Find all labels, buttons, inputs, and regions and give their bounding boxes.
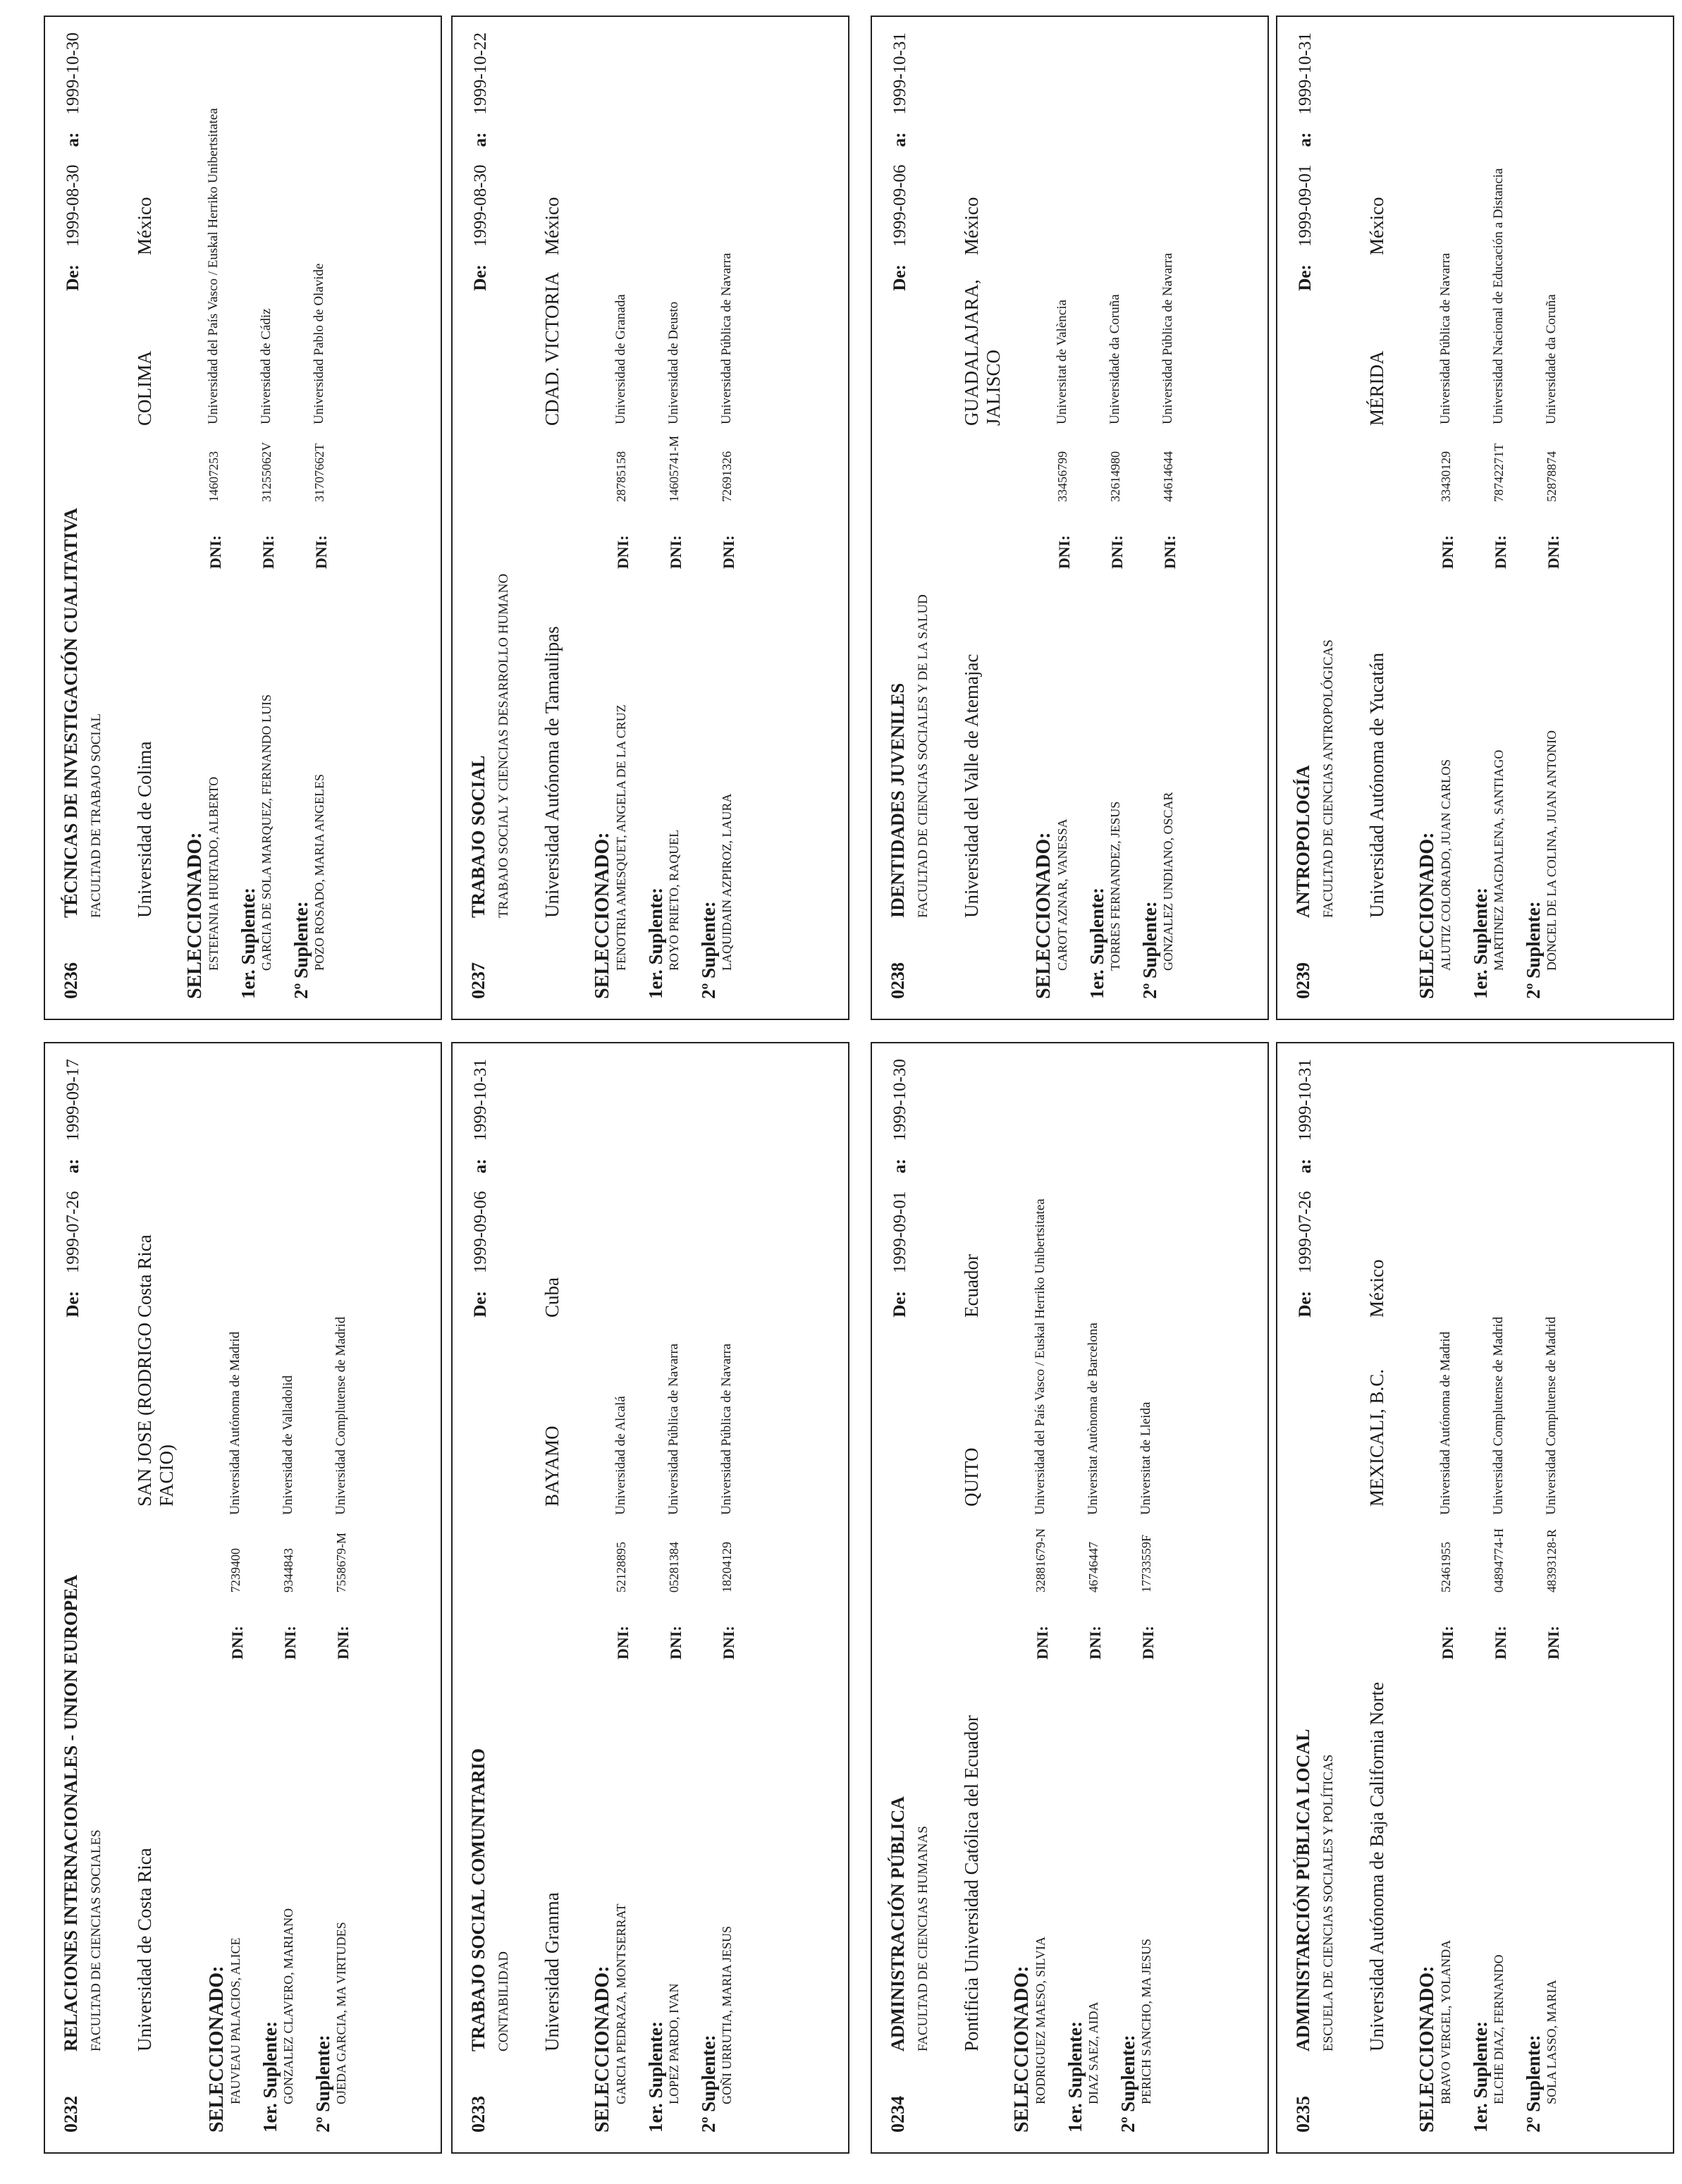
first-substitute-heading: 1er. Suplente:: [238, 887, 259, 999]
project-code: 0234: [888, 2096, 908, 2133]
first-substitute-person: [667, 1057, 685, 2104]
dni-number: 31707662T: [312, 443, 326, 502]
to-label: a:: [63, 132, 82, 147]
dni-label: DNI:: [1439, 535, 1456, 569]
host-location: [961, 31, 1005, 918]
host-city: MÉRIDA: [1366, 350, 1387, 426]
faculty: FACULTAD DE CIENCIAS SOCIALES Y DE LA SALUD: [916, 594, 931, 918]
to-date: 1999-10-22: [471, 32, 490, 115]
host-city: QUITO: [961, 1447, 982, 1507]
first-substitute-heading: 1er. Suplente:: [1064, 2020, 1086, 2133]
selected-heading: SELECCIONADO:: [1033, 832, 1055, 999]
host-country: México: [1366, 197, 1387, 255]
host-university: Pontificia Universidad Católica del Ecuador: [961, 1715, 982, 2051]
second-substitute-person: [312, 31, 331, 971]
date-range: [890, 32, 910, 291]
person-name: GONZALEZ UNDIANO, OSCAR: [1161, 792, 1175, 971]
card-content: [872, 1043, 1270, 2155]
person-name: LAQUIDAIN AZPIROZ, LAURA: [720, 793, 734, 971]
person-name: CAROT AZNAR, VANESSA: [1055, 818, 1069, 971]
person-name: ALUTIZ COLORADO, JUAN CARLOS: [1439, 759, 1453, 971]
dni-label: DNI:: [614, 535, 632, 569]
host-university: Universidad Autónoma de Tamaulipas: [541, 626, 563, 918]
person-name: PERICH SANCHO, MA JESUS: [1139, 1938, 1153, 2104]
from-label: De:: [63, 1291, 82, 1318]
person-name: GOÑI URRUTIA, MARIA JESUS: [720, 1925, 734, 2104]
selected-person: [228, 1057, 247, 2104]
card-content: [453, 1043, 851, 2155]
second-substitute-heading: 2º Suplente:: [1139, 901, 1160, 999]
selected-person: [614, 31, 632, 971]
dni-label: DNI:: [667, 535, 685, 569]
origin-university: Universitat de València: [1055, 300, 1069, 424]
person-name: POZO ROSADO, MARIA ANGELES: [312, 773, 326, 971]
host-location: [961, 1057, 983, 2051]
dni-number: 7558679-M: [334, 1533, 348, 1593]
subject-title: TRABAJO SOCIAL: [468, 755, 489, 918]
host-city: GUADALAJARA, JALISCO: [961, 279, 1004, 426]
date-range: [63, 32, 83, 291]
subject-title: ADMINISTRACIÓN PÚBLICA: [888, 1796, 908, 2051]
from-date: 1999-08-30: [63, 164, 82, 247]
origin-university: Universidade da Coruña: [1107, 294, 1122, 424]
origin-university: Universidad Pública de Navarra: [719, 1343, 734, 1515]
host-location: [1366, 31, 1388, 918]
first-substitute-heading: 1er. Suplente:: [1086, 887, 1107, 999]
dni-number: 44614644: [1161, 451, 1175, 502]
second-substitute-person: [1545, 1057, 1563, 2104]
project-code: 0233: [468, 2096, 489, 2133]
second-substitute-heading: 2º Suplente:: [698, 2035, 719, 2133]
host-location: [134, 1057, 178, 2051]
faculty: ESCUELA DE CIENCIAS SOCIALES Y POLÍTICAS: [1321, 1754, 1336, 2051]
origin-university: Universitat Autònoma de Barcelona: [1086, 1323, 1100, 1515]
person-name: OJEDA GARCIA, MA VIRTUDES: [334, 1922, 348, 2104]
origin-university: Universitat de Lleida: [1138, 1401, 1153, 1515]
person-name: GARCIA DE SOLA MARQUEZ, FERNANDO LUIS: [259, 694, 274, 971]
from-date: 1999-08-30: [471, 164, 490, 247]
first-substitute-heading: 1er. Suplente:: [259, 2020, 281, 2133]
project-code: 0237: [468, 962, 489, 999]
person-name: MARTINEZ MAGDALENA, SANTIAGO: [1492, 749, 1506, 971]
origin-university: Universidad de Alcalá: [613, 1396, 628, 1515]
card-content: [45, 17, 443, 1022]
project-code: 0238: [888, 962, 908, 999]
date-range: [471, 1059, 491, 1318]
dni-number: 28785158: [614, 451, 628, 502]
selected-person: [1055, 31, 1074, 971]
selected-heading: SELECCIONADO:: [184, 832, 206, 999]
first-substitute-heading: 1er. Suplente:: [1470, 2020, 1491, 2133]
second-substitute-person: [1139, 1057, 1158, 2104]
dni-label: DNI:: [312, 535, 330, 569]
host-city: MEXICALI, B.C.: [1366, 1369, 1387, 1507]
card-content: [1277, 17, 1676, 1022]
host-university: Universidad de Costa Rica: [134, 1848, 155, 2051]
card-content: [1277, 1043, 1676, 2155]
dni-number: 31255062V: [259, 442, 274, 502]
selected-heading: SELECCIONADO:: [591, 832, 613, 999]
host-university: Universidad Granma: [541, 1892, 563, 2051]
dni-label: DNI:: [1086, 1626, 1104, 1660]
dni-label: DNI:: [1492, 1626, 1509, 1660]
to-date: 1999-10-30: [890, 1059, 909, 1141]
selected-person: [1439, 31, 1457, 971]
dni-number: 14605741-M: [667, 436, 681, 502]
person-name: GARCIA PEDRAZA, MONTSERRAT: [614, 1903, 628, 2104]
second-substitute-person: [1161, 31, 1179, 971]
selected-person: [207, 31, 225, 971]
exchange-card-0233: [451, 1042, 849, 2154]
faculty: FACULTAD DE CIENCIAS HUMANAS: [916, 1826, 931, 2051]
dni-number: 52128895: [614, 1542, 628, 1593]
dni-number: 14607253: [207, 451, 221, 502]
second-substitute-heading: 2º Suplente:: [1117, 2035, 1138, 2133]
from-label: De:: [471, 264, 490, 291]
card-content: [453, 17, 851, 1022]
selected-heading: SELECCIONADO:: [1416, 1965, 1438, 2133]
dni-label: DNI:: [1545, 1626, 1562, 1660]
dni-label: DNI:: [259, 535, 277, 569]
host-city: CDAD. VICTORIA: [541, 271, 563, 426]
subject-title: IDENTIDADES JUVENILES: [888, 682, 908, 918]
to-label: a:: [1296, 1158, 1315, 1174]
origin-university: Universidad de Cádiz: [259, 308, 274, 424]
dni-label: DNI:: [228, 1626, 246, 1660]
origin-university: Universidad de Valladolid: [281, 1375, 295, 1515]
from-label: De:: [890, 264, 909, 291]
project-code: 0235: [1293, 2096, 1313, 2133]
origin-university: Universidade da Coruña: [1544, 294, 1559, 424]
person-name: FENOTRIA AMESQUET, ANGELA DE LA CRUZ: [614, 704, 628, 971]
origin-university: Universidad Pública de Navarra: [666, 1343, 681, 1515]
origin-university: Universidad Pública de Navarra: [1438, 252, 1453, 424]
to-date: 1999-10-31: [1296, 32, 1315, 115]
dni-number: 52461955: [1439, 1542, 1453, 1593]
dni-number: 17733559F: [1139, 1534, 1153, 1593]
origin-university: Universidad Complutense de Madrid: [1491, 1316, 1506, 1515]
selected-person: [614, 1057, 632, 2104]
host-university: Universidad Autónoma de Baja California Norte: [1366, 1681, 1387, 2051]
from-date: 1999-09-01: [1296, 164, 1315, 247]
host-university: Universidad Autónoma de Yucatán: [1366, 652, 1387, 918]
dni-label: DNI:: [1055, 535, 1073, 569]
selected-person: [1439, 1057, 1457, 2104]
person-name: DIAZ SAEZ, AIDA: [1086, 2001, 1100, 2104]
to-label: a:: [471, 132, 490, 147]
subject-title: ANTROPOLOGÍA: [1293, 765, 1313, 918]
dni-label: DNI:: [1161, 535, 1179, 569]
dni-number: 72691326: [720, 451, 734, 502]
to-label: a:: [890, 1158, 909, 1174]
first-substitute-heading: 1er. Suplente:: [1470, 887, 1491, 999]
person-name: DONCEL DE LA COLINA, JUAN ANTONIO: [1545, 730, 1559, 971]
first-substitute-person: [259, 31, 278, 971]
second-substitute-person: [720, 1057, 738, 2104]
host-country: Cuba: [541, 1277, 563, 1318]
second-substitute-person: [1545, 31, 1563, 971]
to-date: 1999-10-31: [1296, 1059, 1315, 1141]
selected-heading: SELECCIONADO:: [1011, 1965, 1033, 2133]
from-date: 1999-07-26: [63, 1191, 82, 1274]
origin-university: Universidad de Deusto: [666, 301, 681, 424]
dni-label: DNI:: [1439, 1626, 1456, 1660]
first-substitute-person: [1492, 31, 1510, 971]
host-location: [541, 31, 563, 918]
host-location: [1366, 1057, 1388, 2051]
second-substitute-person: [334, 1057, 352, 2104]
from-label: De:: [890, 1291, 909, 1318]
faculty: FACULTAD DE TRABAJO SOCIAL: [89, 713, 104, 918]
person-name: ESTEFANIA HURTADO, ALBERTO: [207, 776, 221, 971]
date-range: [890, 1059, 910, 1318]
dni-number: 52878874: [1545, 451, 1559, 502]
dni-number: 18204129: [720, 1542, 734, 1593]
dni-number: 33456799: [1055, 451, 1069, 502]
origin-university: Universidad Complutense de Madrid: [333, 1316, 348, 1515]
to-date: 1999-09-17: [63, 1059, 82, 1141]
dni-label: DNI:: [1033, 1626, 1051, 1660]
dni-label: DNI:: [1108, 535, 1126, 569]
first-substitute-heading: 1er. Suplente:: [645, 887, 666, 999]
dni-number: 48393128-R: [1545, 1529, 1559, 1593]
subject-title: TÉCNICAS DE INVESTIGACIÓN CUALITATIVA: [61, 508, 81, 918]
dni-label: DNI:: [334, 1626, 352, 1660]
host-university: Universidad del Valle de Atemajac: [961, 654, 982, 918]
selected-heading: SELECCIONADO:: [1416, 832, 1438, 999]
first-substitute-person: [1492, 1057, 1510, 2104]
exchange-card-0239: [1276, 16, 1674, 1020]
dni-number: 04894774-H: [1492, 1528, 1506, 1593]
to-label: a:: [63, 1158, 82, 1174]
origin-university: Universidad de Granada: [613, 294, 628, 424]
date-range: [471, 32, 491, 291]
person-name: BRAVO VERGEL, YOLANDA: [1439, 1939, 1453, 2104]
person-name: RODRIGUEZ MAESO, SILVIA: [1033, 1937, 1048, 2104]
second-substitute-heading: 2º Suplente:: [312, 2035, 333, 2133]
person-name: SOLA LASSO, MARIA: [1545, 1980, 1559, 2104]
subject-title: RELACIONES INTERNACIONALES - UNION EUROPEA: [61, 1574, 81, 2051]
origin-university: Universidad Pública de Navarra: [1160, 252, 1175, 424]
exchange-card-0234: [871, 1042, 1269, 2154]
second-substitute-heading: 2º Suplente:: [1523, 901, 1544, 999]
dni-number: 7239400: [228, 1548, 243, 1593]
selected-person: [1033, 1057, 1052, 2104]
to-date: 1999-10-31: [471, 1059, 490, 1141]
to-label: a:: [471, 1158, 490, 1174]
first-substitute-person: [281, 1057, 300, 2104]
second-substitute-heading: 2º Suplente:: [1523, 2035, 1544, 2133]
origin-university: Universidad Autónoma de Madrid: [228, 1331, 243, 1515]
dni-number: 78742271T: [1492, 443, 1506, 502]
origin-university: Universidad Pública de Navarra: [719, 252, 734, 424]
host-country: Costa Rica: [134, 1234, 155, 1318]
from-label: De:: [1296, 1291, 1315, 1318]
second-substitute-person: [720, 31, 738, 971]
to-label: a:: [890, 132, 909, 147]
exchange-card-0237: [451, 16, 849, 1020]
dni-label: DNI:: [720, 1626, 737, 1660]
subject-title: ADMINISTARCIÓN PÚBLICA LOCAL: [1293, 1729, 1313, 2051]
person-name: ELCHE DIAZ, FERNANDO: [1492, 1954, 1506, 2104]
person-name: ROYO PRIETO, RAQUEL: [667, 829, 681, 971]
dni-number: 32881679-N: [1033, 1528, 1048, 1593]
person-name: TORRES FERNANDEZ, JESUS: [1108, 801, 1122, 971]
date-range: [1296, 1059, 1315, 1318]
first-substitute-person: [1108, 31, 1127, 971]
to-date: 1999-10-30: [63, 32, 82, 115]
faculty: CONTABILIDAD: [496, 1951, 511, 2051]
host-country: México: [961, 197, 982, 255]
exchange-card-0232: [44, 1042, 442, 2154]
dni-label: DNI:: [614, 1626, 632, 1660]
project-code: 0236: [61, 962, 81, 999]
from-date: 1999-07-26: [1296, 1191, 1315, 1274]
origin-university: Universidad Pablo de Olavide: [312, 263, 326, 424]
dni-label: DNI:: [1545, 535, 1562, 569]
host-country: México: [1366, 1259, 1387, 1318]
faculty: TRABAJO SOCIAL Y CIENCIAS DESARROLLO HUMANO: [496, 573, 511, 918]
origin-university: Universidad Nacional de Educación a Distancia: [1491, 168, 1506, 424]
subject-title: TRABAJO SOCIAL COMUNITARIO: [468, 1748, 489, 2051]
selected-heading: SELECCIONADO:: [591, 1965, 613, 2133]
first-substitute-heading: 1er. Suplente:: [645, 2020, 666, 2133]
first-substitute-person: [1086, 1057, 1105, 2104]
dni-number: 9344843: [281, 1548, 295, 1593]
person-name: FAUVEAU PALACIOS, ALICE: [228, 1937, 243, 2104]
from-label: De:: [63, 264, 82, 291]
dni-label: DNI:: [1139, 1626, 1157, 1660]
exchange-card-0236: [44, 16, 442, 1020]
faculty: FACULTAD DE CIENCIAS SOCIALES: [89, 1829, 104, 2051]
origin-university: Universidad Autónoma de Madrid: [1438, 1331, 1453, 1515]
origin-university: Universidad Complutense de Madrid: [1544, 1316, 1559, 1515]
from-date: 1999-09-06: [890, 164, 909, 247]
from-date: 1999-09-06: [471, 1191, 490, 1274]
dni-label: DNI:: [207, 535, 224, 569]
exchange-card-0235: [1276, 1042, 1674, 2154]
project-code: 0232: [61, 2096, 81, 2133]
first-substitute-person: [667, 31, 685, 971]
project-code: 0239: [1293, 962, 1313, 999]
dni-number: 05281384: [667, 1542, 681, 1593]
second-substitute-heading: 2º Suplente:: [698, 901, 719, 999]
host-country: México: [541, 197, 563, 255]
dni-label: DNI:: [667, 1626, 685, 1660]
selected-heading: SELECCIONADO:: [206, 1965, 228, 2133]
date-range: [63, 1059, 83, 1318]
exchange-card-0238: [871, 16, 1269, 1020]
host-location: [134, 31, 156, 918]
dni-number: 33430129: [1439, 451, 1453, 502]
host-city: COLIMA: [134, 350, 155, 426]
dni-number: 32614980: [1108, 451, 1122, 502]
host-city: BAYAMO: [541, 1425, 563, 1507]
faculty: FACULTAD DE CIENCIAS ANTROPOLÓGICAS: [1321, 639, 1336, 918]
person-name: GONZALEZ CLAVERO, MARIANO: [281, 1908, 295, 2104]
host-location: [541, 1057, 563, 2051]
to-date: 1999-10-31: [890, 32, 909, 115]
host-university: Universidad de Colima: [134, 741, 155, 918]
dni-number: 46746447: [1086, 1542, 1100, 1593]
from-label: De:: [1296, 264, 1315, 291]
host-city: SAN JOSE (RODRIGO FACIO): [134, 1322, 177, 1507]
from-date: 1999-09-01: [890, 1191, 909, 1274]
dni-label: DNI:: [720, 535, 737, 569]
second-substitute-heading: 2º Suplente:: [290, 901, 312, 999]
date-range: [1296, 32, 1315, 291]
origin-university: Universidad del País Vasco / Euskal Herriko Unibertsitatea: [1033, 1198, 1048, 1515]
from-label: De:: [471, 1291, 490, 1318]
card-content: [872, 17, 1270, 1022]
host-country: Ecuador: [961, 1254, 982, 1318]
to-label: a:: [1296, 132, 1315, 147]
dni-label: DNI:: [281, 1626, 299, 1660]
dni-label: DNI:: [1492, 535, 1509, 569]
person-name: LOPEZ PARDO, IVAN: [667, 1983, 681, 2104]
host-country: México: [134, 197, 155, 255]
card-content: [45, 1043, 443, 2155]
origin-university: Universidad del País Vasco / Euskal Herriko Unibertsitatea: [206, 108, 221, 424]
